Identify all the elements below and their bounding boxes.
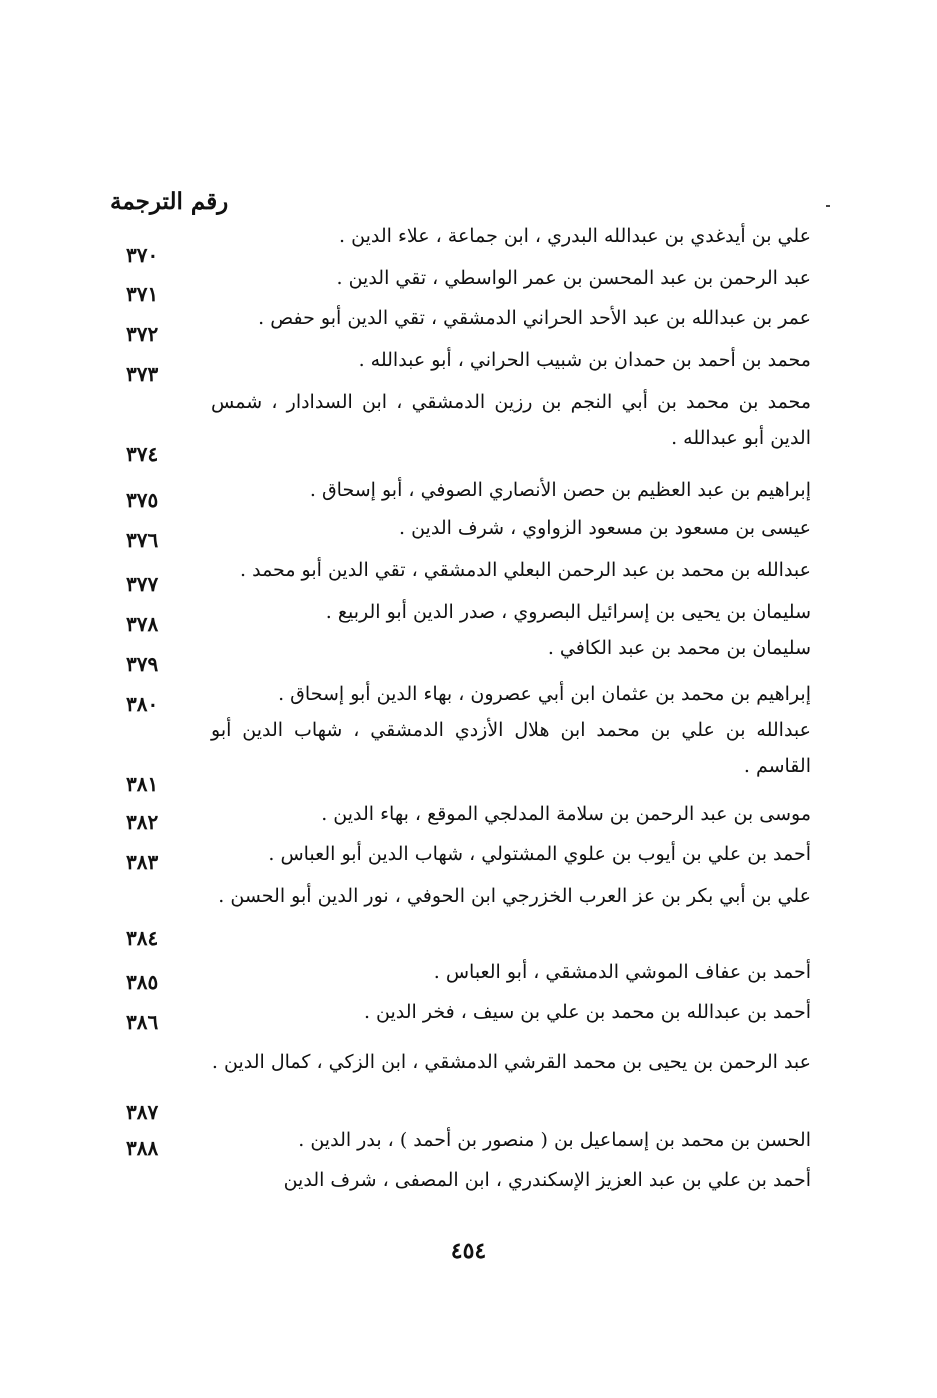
entry-text: علي بن أيدغدي بن عبدالله البدري ، ابن جماعة ، علاء الدين . [339,225,811,247]
entry-text: محمد بن محمد بن أبي النجم بن رزين الدمشقي ، ابن السدادار ، شمس الدين أبو عبدالله . [211,391,811,449]
entry-number: ٣٧٤ [126,442,159,466]
entry-number: ٣٨٥ [126,970,159,994]
entry-text: عمر بن عبدالله بن عبد الأحد الحراني الدمشقي ، تقي الدين أبو حفص . [258,307,811,329]
entry-number: ٣٨٦ [126,1010,159,1034]
entry-number: ٣٨١ [126,772,159,796]
entry-text: علي بن أبي بكر بن عز العرب الخزرجي ابن الحوفي ، نور الدين أبو الحسن . [218,885,811,907]
entry-text: أحمد بن علي بن أيوب بن علوي المشتولي ، شهاب الدين أبو العباس . [268,843,811,865]
entry-number: ٣٧٨ [126,612,159,636]
entry-number: ٣٧٦ [126,528,159,552]
entry-number: ٣٧٩ [126,652,159,676]
entry-number: ٣٨٤ [126,926,159,950]
entry-text: موسى بن عبد الرحمن بن سلامة المدلجي الموقع ، بهاء الدين . [321,803,811,825]
entry-text: أحمد بن عبدالله بن محمد بن علي بن سيف ، فخر الدين . [363,1001,811,1023]
entry-number: ٣٧٠ [126,243,159,267]
entry-text: عبد الرحمن بن يحيى بن محمد القرشي الدمشقي ، ابن الزكي ، كمال الدين . [211,1051,811,1073]
entry-text: محمد بن أحمد بن حمدان بن شبيب الحراني ، أبو عبدالله . [358,349,811,371]
entry-text: إبراهيم بن عبد العظيم بن حصن الأنصاري الصوفي ، أبو إسحاق . [309,479,811,501]
entry-number: ٣٧٣ [126,362,159,386]
entry-number: ٣٧٥ [126,488,159,512]
print-speck [826,205,830,207]
entry-text: الحسن بن محمد بن إسماعيل بن ( منصور بن أحمد ) ، بدر الدين . [298,1129,811,1151]
entry-number: ٣٧٧ [126,572,159,596]
entry-text: عبد الرحمن بن عبد المحسن بن عمر الواسطي ، تقي الدين . [336,267,811,289]
entry-text: سليمان بن محمد بن عبد الكافي . [547,637,811,659]
entry-text: أحمد بن عفاف الموشي الدمشقي ، أبو العباس . [433,961,811,983]
entry-number: ٣٧٢ [126,322,159,346]
entry-text: أحمد بن علي بن عبد العزيز الإسكندري ، ابن المصفى ، شرف الدين [283,1169,811,1191]
entry-text: إبراهيم بن محمد بن عثمان ابن أبي عصرون ، بهاء الدين أبو إسحاق . [278,683,811,705]
entry-text: عيسى بن مسعود بن مسعود الزواوي ، شرف الدين . [399,517,811,539]
column-header-translation-number: رقم الترجمة [110,188,229,215]
entry-text: عبدالله بن علي بن محمد ابن هلال الأزدي الدمشقي ، شهاب الدين أبو القاسم . [211,719,811,777]
entry-text: عبدالله بن محمد بن عبد الرحمن البعلي الدمشقي ، تقي الدين أبو محمد . [240,559,811,581]
entry-number: ٣٨٣ [126,850,159,874]
entry-number: ٣٨٨ [126,1136,159,1160]
entry-number: ٣٧١ [126,282,159,306]
entry-number: ٣٨٠ [126,692,159,716]
page-number: ٤٥٤ [450,1238,487,1264]
entry-number: ٣٨٢ [126,810,159,834]
entry-text: سليمان بن يحيى بن إسرائيل البصروي ، صدر الدين أبو الربيع . [325,601,811,623]
entry-number: ٣٨٧ [126,1100,159,1124]
